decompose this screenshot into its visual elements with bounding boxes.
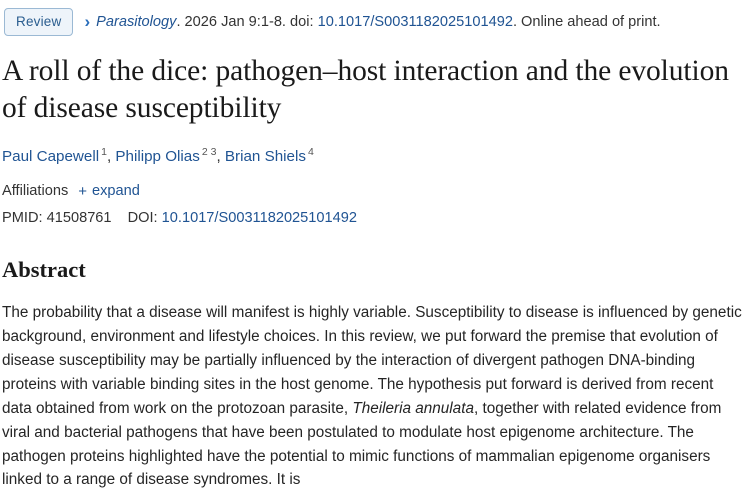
expand-affiliations-button[interactable] bbox=[78, 183, 140, 199]
pmid-label: PMID: bbox=[2, 210, 43, 227]
citation-epub-status: . Online ahead of print. bbox=[512, 13, 661, 30]
author-separator: , bbox=[106, 148, 112, 166]
author-link[interactable]: Paul Capewell bbox=[2, 148, 100, 166]
identifiers-row bbox=[2, 210, 750, 226]
abstract-part-2: , together with related evidence from viral and bacterial pathogens that have been postulated to modulate host epigenome architecture. The pathogen proteins highlighted have the potential to mimic functions of mammalian epigenome organisers linked to a range of disease syndromes. It is bbox=[2, 399, 722, 489]
citation-doi[interactable]: 10.1017/S0031182025101492 bbox=[317, 13, 513, 30]
author-link[interactable]: Philipp Olias bbox=[115, 148, 200, 166]
abstract-part-1: The probability that a disease will manifest is highly variable. Susceptibility to disease is influenced by genetic background, environment and lifestyle choices. In this review, we put forward the premise that evolution of disease susceptibility may be partially influenced by the interaction of divergent pathogen DNA-binding proteins with variable binding sites in the host genome. The hypothesis put forward is derived from recent data obtained from work on the protozoan parasite, bbox=[2, 304, 742, 417]
doi-link[interactable]: 10.1017/S0031182025101492 bbox=[161, 210, 357, 227]
pmid-value: 41508761 bbox=[46, 210, 112, 227]
author-list bbox=[2, 145, 750, 167]
citation-bar bbox=[0, 0, 750, 42]
author-affiliation-marker: 2 3 bbox=[201, 146, 217, 158]
doi-label: DOI: bbox=[127, 210, 158, 227]
citation-details: . 2026 Jan 9:1-8. doi: bbox=[176, 13, 318, 30]
abstract-text bbox=[2, 301, 750, 492]
page-title: A roll of the dice: pathogen–host interaction and the evolution of disease susceptibility bbox=[2, 54, 729, 125]
chevron-right-icon: › bbox=[84, 12, 91, 32]
publication-type-badge[interactable]: Review bbox=[4, 8, 73, 36]
citation-text bbox=[96, 14, 660, 30]
author-separator: , bbox=[216, 148, 221, 166]
author-link[interactable]: Brian Shiels bbox=[224, 148, 306, 166]
journal-name[interactable]: Parasitology bbox=[96, 13, 177, 30]
abstract-species-name: Theileria annulata bbox=[352, 399, 474, 417]
author-affiliation-marker: 1 bbox=[101, 146, 107, 158]
abstract-heading: Abstract bbox=[2, 257, 86, 283]
author-affiliation-marker: 4 bbox=[307, 146, 314, 158]
plus-icon: + bbox=[78, 182, 88, 200]
affiliations-row bbox=[2, 183, 750, 199]
expand-affiliations-label: expand bbox=[92, 183, 140, 200]
affiliations-label: Affiliations bbox=[2, 183, 69, 200]
